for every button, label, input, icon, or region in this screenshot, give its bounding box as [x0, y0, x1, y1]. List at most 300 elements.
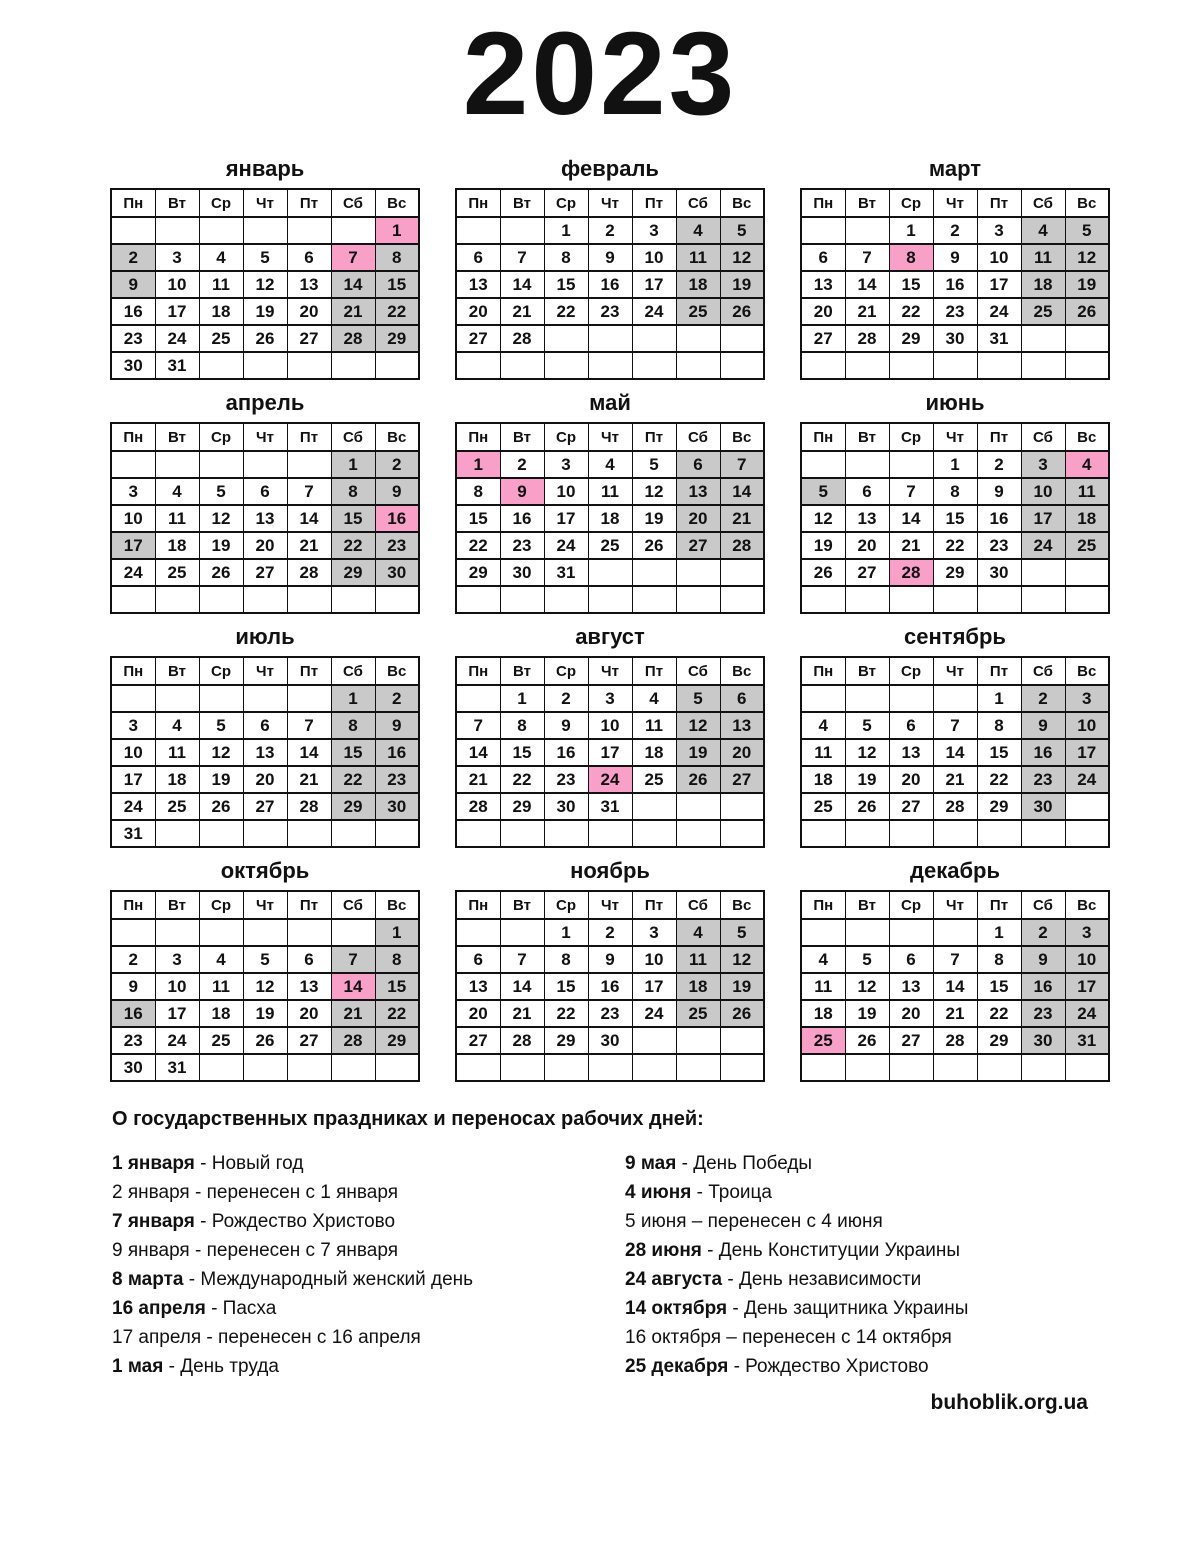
day-cell: 30 [588, 1027, 632, 1054]
day-cell [544, 586, 588, 613]
day-cell: 2 [500, 451, 544, 478]
day-cell: 16 [588, 973, 632, 1000]
day-cell: 16 [1021, 739, 1065, 766]
day-cell: 25 [801, 1027, 845, 1054]
day-cell [155, 217, 199, 244]
site-credit: buhoblik.org.ua [930, 1391, 1088, 1415]
day-cell: 30 [375, 793, 419, 820]
day-cell: 26 [199, 793, 243, 820]
month-block [455, 154, 765, 380]
day-cell: 7 [720, 451, 764, 478]
day-cell: 25 [676, 1000, 720, 1027]
weekday-header: Пн [456, 189, 500, 217]
page-title: 2023 [462, 8, 738, 140]
holiday-note: 8 марта - Международный женский день [112, 1269, 474, 1291]
day-cell [111, 451, 155, 478]
day-cell: 29 [500, 793, 544, 820]
day-cell: 9 [977, 478, 1021, 505]
weekday-header: Пн [801, 189, 845, 217]
day-cell [111, 586, 155, 613]
day-cell: 1 [456, 451, 500, 478]
day-cell: 14 [500, 973, 544, 1000]
day-cell: 11 [199, 973, 243, 1000]
day-cell: 9 [375, 478, 419, 505]
day-cell: 15 [933, 505, 977, 532]
day-cell [1021, 1054, 1065, 1081]
day-cell: 14 [331, 271, 375, 298]
day-cell [243, 451, 287, 478]
weekday-header: Сб [331, 891, 375, 919]
day-cell: 16 [1021, 973, 1065, 1000]
weekday-header: Сб [1021, 891, 1065, 919]
weekday-header: Сб [676, 657, 720, 685]
month-title: апрель [225, 390, 305, 416]
day-cell: 16 [588, 271, 632, 298]
weekday-header: Пт [632, 891, 676, 919]
day-cell: 28 [287, 793, 331, 820]
day-cell: 11 [1065, 478, 1109, 505]
day-cell: 18 [676, 271, 720, 298]
day-cell: 31 [588, 793, 632, 820]
day-cell [375, 1054, 419, 1081]
day-cell: 2 [588, 217, 632, 244]
day-cell [111, 685, 155, 712]
day-cell: 10 [111, 739, 155, 766]
day-cell: 24 [588, 766, 632, 793]
weekday-header: Ср [544, 657, 588, 685]
day-cell: 7 [933, 946, 977, 973]
day-cell: 31 [977, 325, 1021, 352]
day-cell: 20 [456, 1000, 500, 1027]
month-calendar-table [110, 188, 420, 380]
day-cell: 17 [155, 298, 199, 325]
day-cell: 10 [111, 505, 155, 532]
month-calendar-table [455, 188, 765, 380]
day-cell: 9 [500, 478, 544, 505]
weekday-header: Ср [889, 423, 933, 451]
weekday-header: Вс [375, 657, 419, 685]
day-cell: 28 [500, 1027, 544, 1054]
weekday-header: Пт [632, 423, 676, 451]
day-cell: 24 [155, 1027, 199, 1054]
day-cell: 20 [243, 766, 287, 793]
day-cell: 13 [456, 973, 500, 1000]
day-cell: 15 [977, 739, 1021, 766]
holiday-note: 1 мая - День труда [112, 1356, 279, 1378]
day-cell [676, 325, 720, 352]
day-cell [456, 1054, 500, 1081]
holiday-notes-columns [112, 1149, 1092, 1381]
day-cell [801, 586, 845, 613]
day-cell [1065, 559, 1109, 586]
weekday-header: Вс [375, 189, 419, 217]
day-cell: 13 [720, 712, 764, 739]
day-cell [287, 1054, 331, 1081]
day-cell: 13 [889, 739, 933, 766]
weekday-header: Вс [1065, 189, 1109, 217]
day-cell: 3 [632, 919, 676, 946]
day-cell: 24 [632, 298, 676, 325]
day-cell [720, 325, 764, 352]
weekday-header: Чт [933, 657, 977, 685]
day-cell: 8 [544, 244, 588, 271]
day-cell: 11 [588, 478, 632, 505]
weekday-header: Вт [845, 423, 889, 451]
weekday-header: Пт [977, 423, 1021, 451]
day-cell: 14 [456, 739, 500, 766]
weekday-header: Вт [155, 657, 199, 685]
day-cell: 13 [889, 973, 933, 1000]
day-cell [845, 1054, 889, 1081]
day-cell: 11 [676, 244, 720, 271]
day-cell: 30 [500, 559, 544, 586]
day-cell [676, 820, 720, 847]
day-cell: 8 [331, 478, 375, 505]
day-cell [500, 217, 544, 244]
day-cell [544, 325, 588, 352]
day-cell: 21 [720, 505, 764, 532]
month-calendar-table [800, 188, 1110, 380]
day-cell [243, 217, 287, 244]
day-cell: 16 [500, 505, 544, 532]
weekday-header: Вт [500, 423, 544, 451]
day-cell: 5 [199, 712, 243, 739]
day-cell [720, 352, 764, 379]
day-cell [199, 919, 243, 946]
weekday-header: Вт [845, 189, 889, 217]
day-cell: 28 [889, 559, 933, 586]
holiday-notes-header: О государственных праздниках и переносах рабочих дней: [112, 1108, 704, 1131]
day-cell: 20 [889, 766, 933, 793]
weekday-header: Ср [199, 657, 243, 685]
holiday-note: 1 января - Новый год [112, 1153, 304, 1175]
day-cell [155, 919, 199, 946]
weekday-header: Пт [977, 657, 1021, 685]
day-cell: 30 [111, 1054, 155, 1081]
day-cell: 31 [1065, 1027, 1109, 1054]
day-cell: 26 [676, 766, 720, 793]
day-cell [720, 820, 764, 847]
weekday-header: Пн [801, 423, 845, 451]
weekday-header: Чт [588, 189, 632, 217]
day-cell [331, 586, 375, 613]
day-cell: 8 [977, 946, 1021, 973]
day-cell: 21 [287, 532, 331, 559]
day-cell [889, 352, 933, 379]
weekday-header: Вс [1065, 891, 1109, 919]
day-cell: 6 [243, 478, 287, 505]
day-cell: 21 [500, 298, 544, 325]
day-cell: 12 [720, 946, 764, 973]
day-cell: 5 [243, 244, 287, 271]
holiday-note: 7 января - Рождество Христово [112, 1211, 396, 1233]
weekday-header: Пн [456, 891, 500, 919]
day-cell [243, 919, 287, 946]
day-cell: 24 [1065, 766, 1109, 793]
day-cell: 12 [243, 973, 287, 1000]
month-calendar-table [110, 422, 420, 614]
day-cell: 11 [801, 739, 845, 766]
day-cell: 22 [544, 1000, 588, 1027]
day-cell [1021, 820, 1065, 847]
day-cell: 4 [199, 946, 243, 973]
weekday-header: Пт [977, 189, 1021, 217]
day-cell [720, 1027, 764, 1054]
day-cell: 21 [331, 298, 375, 325]
holiday-note: 24 августа - День независимости [625, 1269, 922, 1291]
weekday-header: Чт [588, 891, 632, 919]
day-cell: 10 [1021, 478, 1065, 505]
day-cell: 28 [331, 325, 375, 352]
day-cell: 2 [588, 919, 632, 946]
day-cell: 18 [155, 532, 199, 559]
day-cell: 29 [544, 1027, 588, 1054]
day-cell: 1 [375, 919, 419, 946]
holiday-notes-section [112, 1108, 1092, 1381]
day-cell: 30 [977, 559, 1021, 586]
day-cell: 1 [544, 217, 588, 244]
day-cell: 10 [155, 271, 199, 298]
day-cell: 20 [287, 298, 331, 325]
day-cell: 6 [676, 451, 720, 478]
day-cell [632, 793, 676, 820]
day-cell: 19 [676, 739, 720, 766]
day-cell: 9 [1021, 712, 1065, 739]
day-cell: 10 [1065, 946, 1109, 973]
day-cell [588, 352, 632, 379]
day-cell: 20 [676, 505, 720, 532]
day-cell: 4 [676, 217, 720, 244]
holiday-note: 17 апреля - перенесен с 16 апреля [112, 1327, 421, 1349]
weekday-header: Сб [676, 891, 720, 919]
day-cell [933, 919, 977, 946]
day-cell: 31 [155, 1054, 199, 1081]
month-block [800, 388, 1110, 614]
day-cell: 22 [977, 766, 1021, 793]
day-cell: 9 [933, 244, 977, 271]
day-cell: 19 [243, 298, 287, 325]
day-cell [243, 352, 287, 379]
day-cell: 9 [111, 271, 155, 298]
day-cell: 22 [889, 298, 933, 325]
month-calendar-table [800, 890, 1110, 1082]
month-calendar-table [455, 422, 765, 614]
weekday-header: Вт [500, 189, 544, 217]
weekday-header: Вт [500, 657, 544, 685]
weekday-header: Чт [588, 423, 632, 451]
day-cell [243, 685, 287, 712]
day-cell: 29 [977, 793, 1021, 820]
day-cell: 11 [1021, 244, 1065, 271]
holiday-notes-left-column [112, 1149, 625, 1381]
day-cell: 23 [375, 766, 419, 793]
day-cell [720, 793, 764, 820]
day-cell: 3 [111, 712, 155, 739]
weekday-header: Пн [801, 891, 845, 919]
day-cell: 11 [155, 739, 199, 766]
day-cell: 21 [500, 1000, 544, 1027]
day-cell [845, 586, 889, 613]
day-cell: 4 [632, 685, 676, 712]
holiday-note: 4 июня - Троица [625, 1182, 772, 1204]
weekday-header: Пт [287, 657, 331, 685]
day-cell: 2 [111, 946, 155, 973]
day-cell: 13 [287, 973, 331, 1000]
day-cell: 1 [331, 451, 375, 478]
month-block [800, 856, 1110, 1082]
day-cell: 22 [500, 766, 544, 793]
month-block [110, 154, 420, 380]
day-cell: 26 [243, 1027, 287, 1054]
day-cell [801, 352, 845, 379]
day-cell: 19 [801, 532, 845, 559]
day-cell [287, 820, 331, 847]
day-cell: 8 [331, 712, 375, 739]
day-cell: 1 [544, 919, 588, 946]
day-cell: 11 [676, 946, 720, 973]
weekday-header: Пн [111, 891, 155, 919]
weekday-header: Вт [155, 891, 199, 919]
day-cell [199, 451, 243, 478]
day-cell: 8 [977, 712, 1021, 739]
day-cell: 24 [111, 793, 155, 820]
day-cell [243, 820, 287, 847]
day-cell [1021, 559, 1065, 586]
weekday-header: Ср [889, 189, 933, 217]
day-cell [544, 820, 588, 847]
weekday-header: Чт [933, 891, 977, 919]
day-cell [375, 586, 419, 613]
weekday-header: Вт [845, 657, 889, 685]
weekday-header: Ср [889, 657, 933, 685]
day-cell: 5 [1065, 217, 1109, 244]
day-cell: 26 [1065, 298, 1109, 325]
day-cell [588, 559, 632, 586]
weekday-header: Пт [632, 189, 676, 217]
day-cell: 10 [544, 478, 588, 505]
day-cell [331, 820, 375, 847]
day-cell: 4 [1021, 217, 1065, 244]
month-title: январь [225, 156, 305, 182]
day-cell: 6 [456, 244, 500, 271]
day-cell: 31 [111, 820, 155, 847]
day-cell: 15 [375, 271, 419, 298]
day-cell [456, 820, 500, 847]
day-cell: 7 [456, 712, 500, 739]
holiday-note: 16 апреля - Пасха [112, 1298, 277, 1320]
day-cell [676, 1027, 720, 1054]
day-cell: 17 [977, 271, 1021, 298]
day-cell: 6 [720, 685, 764, 712]
day-cell [676, 1054, 720, 1081]
day-cell: 17 [1065, 973, 1109, 1000]
day-cell: 1 [331, 685, 375, 712]
day-cell: 14 [845, 271, 889, 298]
day-cell: 29 [456, 559, 500, 586]
day-cell: 23 [544, 766, 588, 793]
day-cell: 1 [375, 217, 419, 244]
day-cell: 3 [977, 217, 1021, 244]
day-cell: 6 [845, 478, 889, 505]
day-cell: 22 [375, 1000, 419, 1027]
day-cell [676, 559, 720, 586]
day-cell: 3 [1021, 451, 1065, 478]
day-cell [500, 352, 544, 379]
day-cell: 26 [199, 559, 243, 586]
day-cell: 19 [199, 532, 243, 559]
day-cell: 2 [544, 685, 588, 712]
day-cell: 31 [155, 352, 199, 379]
day-cell [199, 685, 243, 712]
day-cell: 17 [155, 1000, 199, 1027]
day-cell: 2 [375, 451, 419, 478]
day-cell: 18 [1021, 271, 1065, 298]
weekday-header: Пн [456, 423, 500, 451]
day-cell: 7 [500, 946, 544, 973]
day-cell: 25 [155, 559, 199, 586]
weekday-header: Пн [111, 657, 155, 685]
day-cell: 7 [287, 478, 331, 505]
day-cell: 18 [801, 766, 845, 793]
day-cell [632, 325, 676, 352]
day-cell [1065, 352, 1109, 379]
day-cell: 30 [1021, 1027, 1065, 1054]
day-cell: 15 [544, 973, 588, 1000]
day-cell [933, 352, 977, 379]
day-cell: 5 [845, 712, 889, 739]
day-cell [199, 820, 243, 847]
day-cell: 24 [155, 325, 199, 352]
day-cell [544, 1054, 588, 1081]
day-cell: 28 [456, 793, 500, 820]
weekday-header: Чт [933, 423, 977, 451]
month-calendar-table [455, 656, 765, 848]
day-cell: 4 [676, 919, 720, 946]
day-cell [155, 820, 199, 847]
day-cell [500, 1054, 544, 1081]
month-title: сентябрь [904, 624, 1006, 650]
month-block [110, 388, 420, 614]
day-cell [331, 919, 375, 946]
day-cell: 9 [1021, 946, 1065, 973]
day-cell: 25 [199, 1027, 243, 1054]
day-cell: 30 [375, 559, 419, 586]
day-cell [632, 1054, 676, 1081]
day-cell [375, 352, 419, 379]
day-cell: 26 [720, 298, 764, 325]
weekday-header: Пт [977, 891, 1021, 919]
day-cell: 5 [845, 946, 889, 973]
holiday-note: 16 октября – перенесен с 14 октября [625, 1327, 952, 1349]
day-cell: 17 [632, 973, 676, 1000]
day-cell: 18 [588, 505, 632, 532]
day-cell: 25 [632, 766, 676, 793]
weekday-header: Вс [375, 891, 419, 919]
day-cell: 22 [544, 298, 588, 325]
day-cell: 27 [801, 325, 845, 352]
day-cell: 18 [199, 298, 243, 325]
weekday-header: Пт [287, 891, 331, 919]
weekday-header: Сб [676, 189, 720, 217]
weekday-header: Вт [845, 891, 889, 919]
day-cell: 3 [111, 478, 155, 505]
day-cell: 23 [375, 532, 419, 559]
day-cell: 3 [632, 217, 676, 244]
day-cell: 16 [933, 271, 977, 298]
month-calendar-table [800, 656, 1110, 848]
weekday-header: Пн [456, 657, 500, 685]
day-cell: 27 [720, 766, 764, 793]
